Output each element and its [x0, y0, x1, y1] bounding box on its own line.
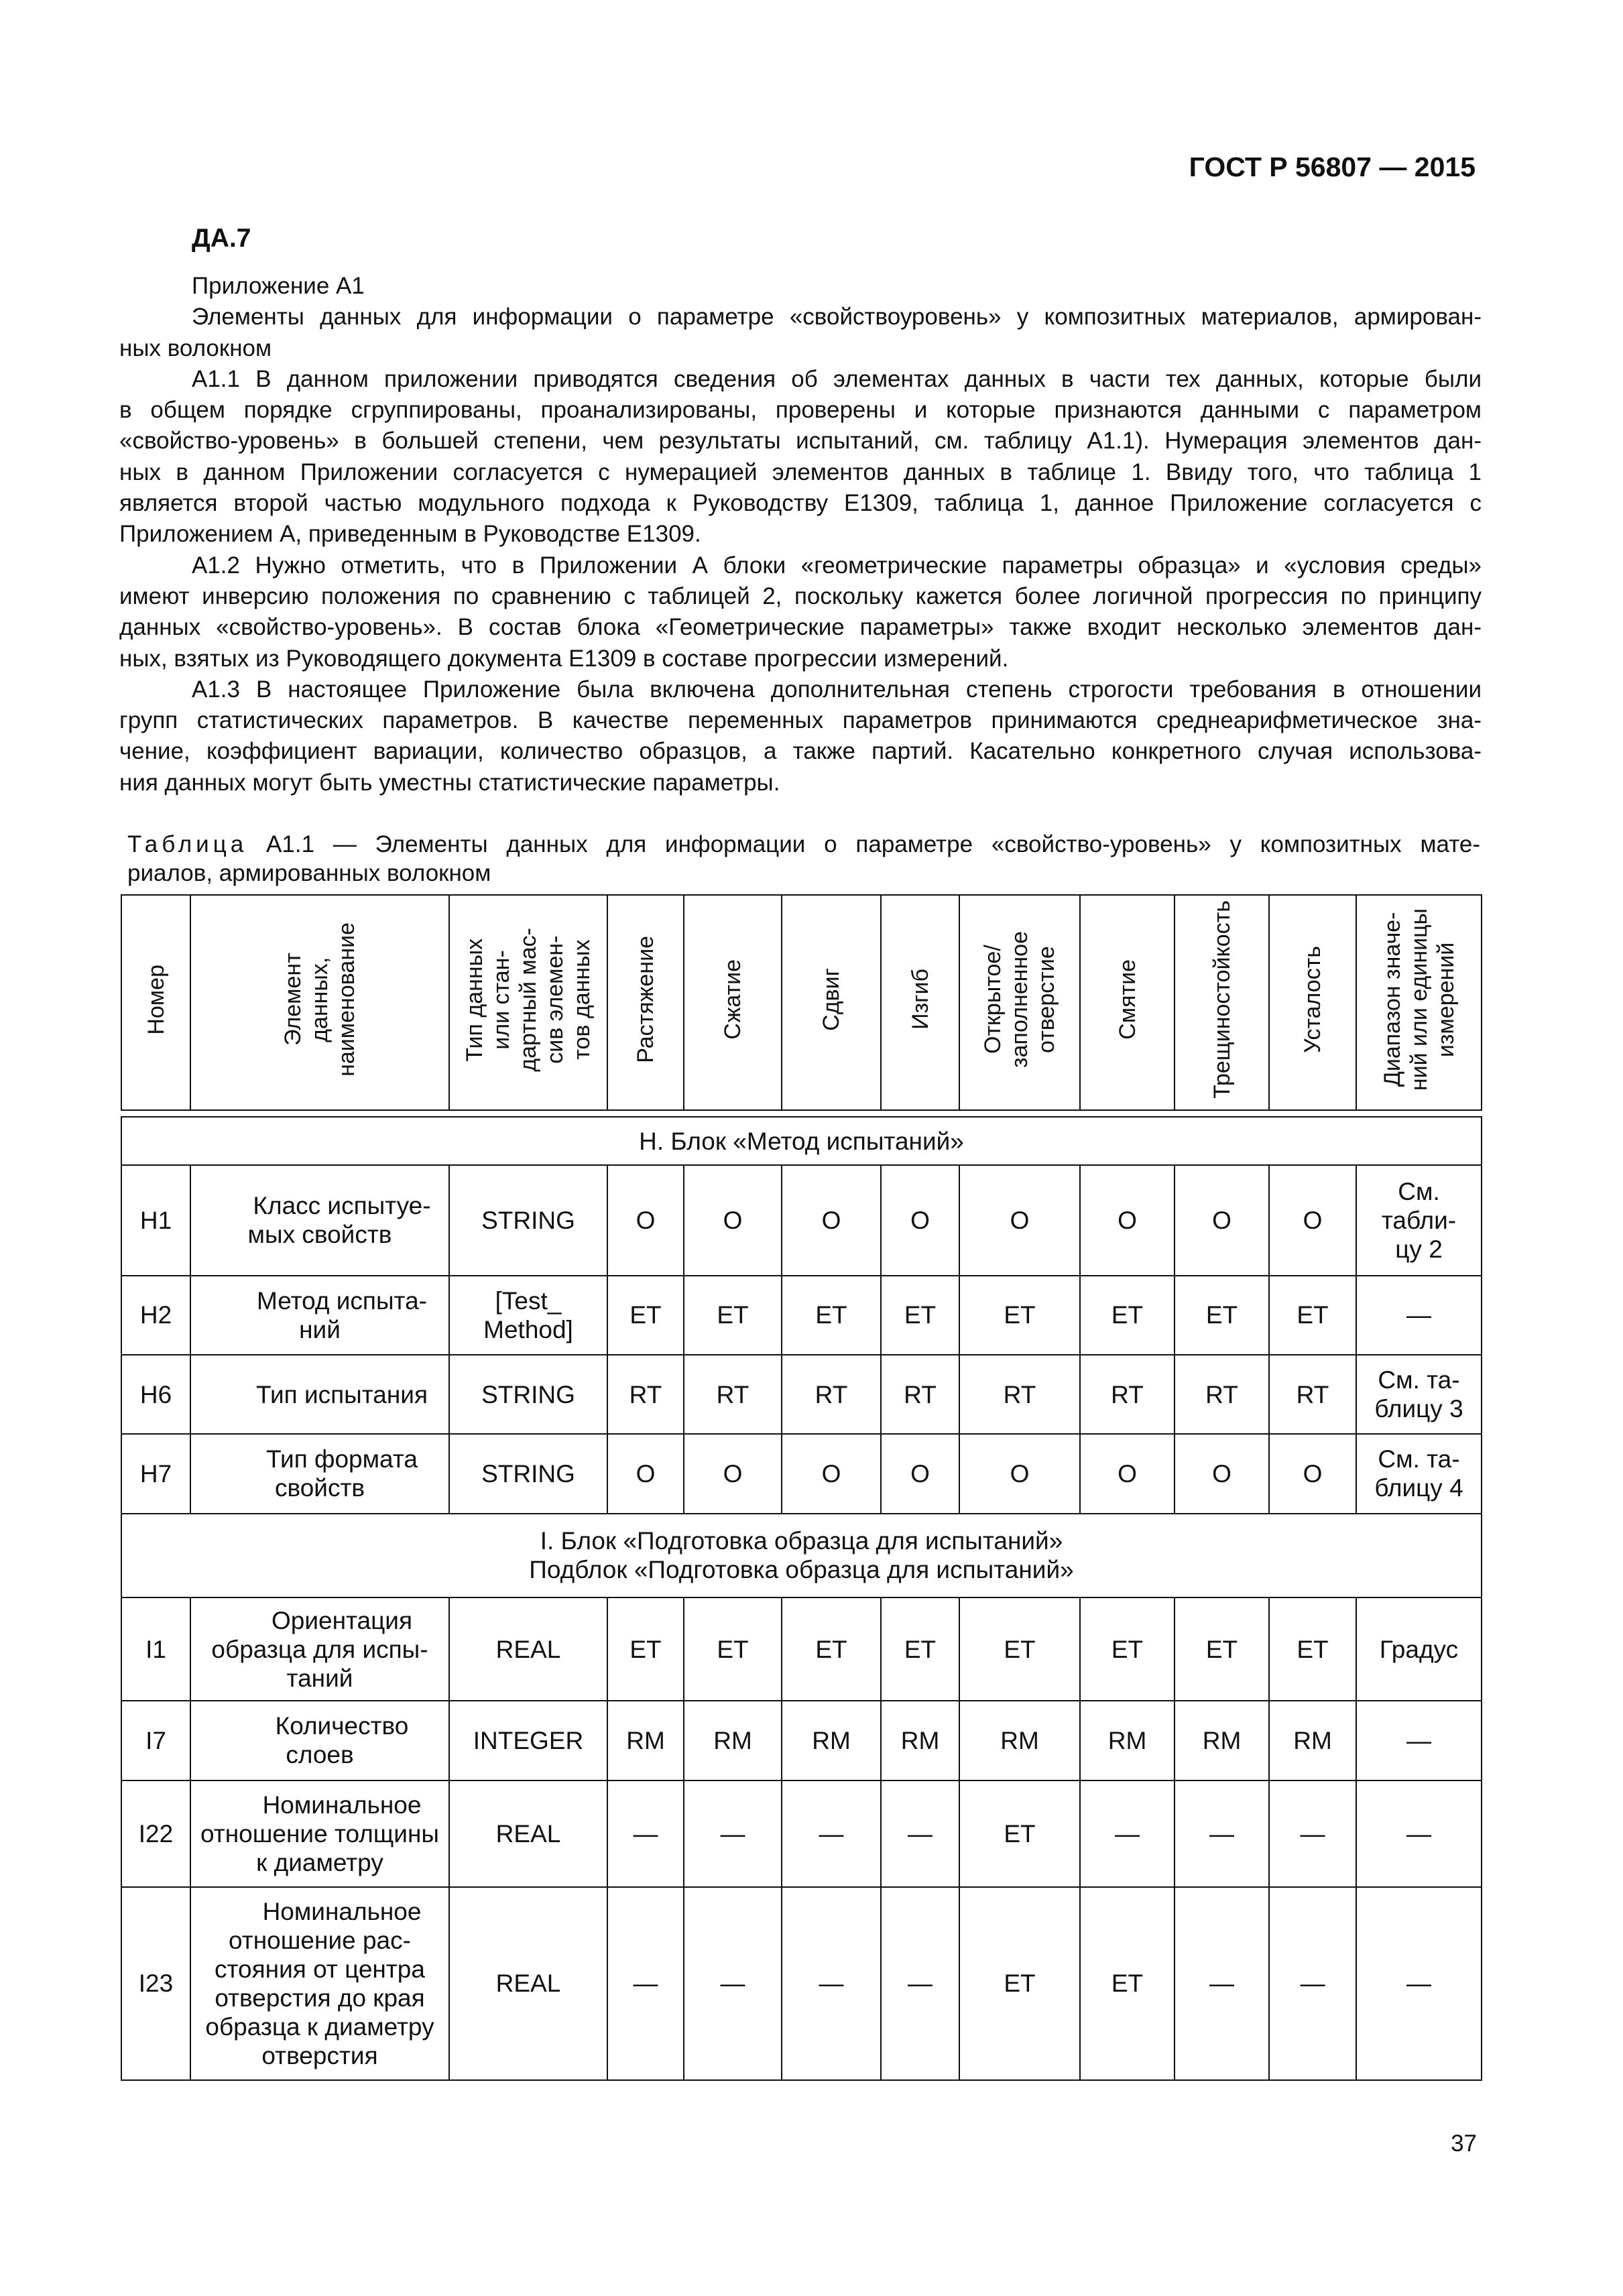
requirement-cell: ЕТ	[684, 1597, 782, 1701]
requirement-cell: О	[959, 1165, 1080, 1276]
element-name-line: Тип испытания	[255, 1380, 428, 1408]
column-header-text: Сдвиг	[819, 968, 844, 1031]
requirement-cell: —	[607, 1780, 684, 1887]
element-name-line: Номинальное	[262, 1791, 422, 1819]
paragraph-line: «свойство-уровень» в большей степени, чем результаты испытаний, см. таблицу А1.1). Нумерация элементов дан-	[119, 428, 1482, 455]
block-title-line: I. Блок «Подготовка образца для испытаний»	[540, 1527, 1063, 1555]
column-header	[607, 895, 684, 1110]
paragraph-line: А1.1 В данном приложении приводятся сведения об элементах данных в части тех данных, которые были	[192, 365, 1482, 392]
requirement-cell: О	[1175, 1434, 1269, 1513]
cell-text-line: Градус	[1379, 1635, 1459, 1663]
element-number: I23	[121, 1887, 190, 2080]
paragraph-line: ных в данном Приложении согласуется с нумерацией элементов данных в таблице 1. Ввиду того, что таблица 1	[119, 459, 1482, 485]
document-header: ГОСТ Р 56807 — 2015	[1189, 152, 1476, 182]
column-header-text: Диапазон значе- ний или единицы измерений	[1379, 908, 1459, 1091]
section-title: ДА.7	[192, 224, 251, 253]
column-header	[959, 895, 1080, 1110]
requirement-cell: RT	[1080, 1355, 1175, 1434]
requirement-cell: RT	[881, 1355, 959, 1434]
body-text	[119, 271, 1482, 798]
cell-text-line: INTEGER	[473, 1726, 584, 1754]
cell-text-line: REAL	[495, 1970, 561, 1998]
paragraph-line: имеют инверсию положения по сравнению с таблицей 2, поскольку кажется более логичной прогрессия по принципу	[119, 583, 1482, 609]
element-name-line: образца к диаметру	[205, 2012, 434, 2041]
requirement-cell: О	[881, 1165, 959, 1276]
element-name-line: Номинальное	[262, 1897, 422, 1925]
element-name-line: стояния от центра	[215, 1955, 425, 1983]
requirement-cell: ЕТ	[959, 1780, 1080, 1887]
column-header-text: Растяжение	[633, 936, 658, 1063]
table-caption	[127, 830, 1480, 888]
requirement-cell: RT	[607, 1355, 684, 1434]
requirement-cell: ЕТ	[881, 1597, 959, 1701]
requirement-cell: ЕТ	[1080, 1887, 1175, 2080]
data-type	[449, 1276, 607, 1355]
element-name-line: таний	[286, 1664, 353, 1692]
paragraph-line: Приложение А1	[192, 273, 365, 299]
paragraph-line: является второй частью модульного подхода к Руководству E1309, таблица 1, данное Приложение согласуется с	[119, 490, 1482, 517]
paragraph-line: чение, коэффициент вариации, количество образцов, а также партий. Касательно конкретного случая использова-	[119, 738, 1482, 765]
caption-label: Таблица	[127, 831, 248, 857]
requirement-cell: —	[1175, 1887, 1269, 2080]
element-name-line: отношение толщины	[200, 1819, 439, 1848]
requirement-cell: ЕТ	[1175, 1276, 1269, 1355]
requirement-cell: —	[1269, 1780, 1356, 1887]
data-type	[449, 1355, 607, 1434]
paragraph-line: ных волокном	[119, 335, 272, 361]
requirement-cell: —	[1080, 1780, 1175, 1887]
requirement-cell: О	[881, 1434, 959, 1513]
cell-text-line: REAL	[495, 1635, 561, 1663]
table-row	[121, 1597, 1482, 1701]
requirement-cell: О	[1080, 1165, 1175, 1276]
block-header-row	[121, 1117, 1482, 1165]
data-type	[449, 1887, 607, 2080]
requirement-cell: О	[607, 1434, 684, 1513]
value-range	[1356, 1434, 1482, 1513]
requirement-cell: ЕТ	[782, 1597, 881, 1701]
column-header-text: Смятие	[1114, 959, 1140, 1040]
requirement-cell: ЕТ	[959, 1597, 1080, 1701]
requirement-cell: RM	[607, 1701, 684, 1780]
spacer-cell	[121, 1110, 1482, 1117]
column-header	[1356, 895, 1482, 1110]
paragraph-line: А1.3 В настоящее Приложение была включена дополнительная степень строгости требования в отношении	[192, 676, 1482, 703]
element-name-line: Ориентация	[271, 1606, 413, 1634]
value-range	[1356, 1887, 1482, 2080]
table-row	[121, 1887, 1482, 2080]
requirement-cell: ЕТ	[1269, 1597, 1356, 1701]
table-row	[121, 1434, 1482, 1513]
requirement-cell: RT	[1269, 1355, 1356, 1434]
column-header-text: Усталость	[1300, 946, 1325, 1053]
requirement-cell: RM	[684, 1701, 782, 1780]
paragraph-line: в общем порядке сгруппированы, проанализированы, проверены и которые признаются данными с параметром	[119, 397, 1482, 424]
table-spacer	[121, 1110, 1482, 1117]
element-name-line: отношение рас-	[229, 1926, 411, 1954]
column-header-text: Номер	[143, 964, 169, 1035]
paragraph-line: ных, взятых из Руководящего документа Е1309 в составе прогрессии измерений.	[119, 645, 1009, 672]
requirement-cell: О	[959, 1434, 1080, 1513]
column-header-text: Изгиб	[907, 969, 933, 1030]
element-number: Н6	[121, 1355, 190, 1434]
column-header	[684, 895, 782, 1110]
element-number: Н1	[121, 1165, 190, 1276]
column-header-text: Элемент данных, наименование	[280, 922, 359, 1077]
data-elements-table	[121, 894, 1482, 2081]
requirement-cell: ЕТ	[607, 1597, 684, 1701]
requirement-cell: ЕТ	[1269, 1276, 1356, 1355]
value-range	[1356, 1597, 1482, 1701]
requirement-cell: RM	[881, 1701, 959, 1780]
column-header-text: Трещиностойкость	[1209, 900, 1235, 1099]
paragraph-line: Приложением А, приведенным в Руководстве Е1309.	[119, 521, 701, 548]
value-range	[1356, 1780, 1482, 1887]
element-name-line: образца для испы-	[211, 1635, 428, 1663]
table-row	[121, 1780, 1482, 1887]
element-name-line: мых свойств	[247, 1221, 392, 1249]
element-name-line: отверстия до края	[215, 1984, 425, 2012]
requirement-cell: —	[1175, 1780, 1269, 1887]
requirement-cell: ЕТ	[1080, 1597, 1175, 1701]
cell-text-line: блицу 3	[1374, 1395, 1463, 1423]
element-name-line: Метод испыта-	[257, 1286, 427, 1315]
element-name	[190, 1355, 449, 1434]
requirement-cell: —	[1269, 1887, 1356, 2080]
value-range	[1356, 1355, 1482, 1434]
cell-text-line: —	[1406, 1819, 1431, 1848]
requirement-cell: RT	[782, 1355, 881, 1434]
requirement-cell: RM	[1269, 1701, 1356, 1780]
block-title	[121, 1514, 1482, 1597]
requirement-cell: ЕТ	[1175, 1597, 1269, 1701]
column-header-text: Сжатие	[720, 959, 745, 1040]
requirement-cell: ЕТ	[607, 1276, 684, 1355]
paragraph-line: Элементы данных для информации о параметре «свойствоуровень» у композитных материалов, армирован-	[192, 304, 1482, 330]
requirement-cell: О	[1269, 1165, 1356, 1276]
data-type	[449, 1597, 607, 1701]
column-header-text: Открытое/ заполненное отверстие	[980, 930, 1059, 1068]
requirement-cell: О	[607, 1165, 684, 1276]
cell-text-line: [Test_	[495, 1286, 562, 1315]
element-name	[190, 1434, 449, 1513]
cell-text-line: REAL	[495, 1819, 561, 1848]
requirement-cell: RM	[1080, 1701, 1175, 1780]
element-number: I1	[121, 1597, 190, 1701]
requirement-cell: —	[684, 1780, 782, 1887]
column-header	[1269, 895, 1356, 1110]
requirement-cell: О	[782, 1434, 881, 1513]
requirement-cell: RT	[959, 1355, 1080, 1434]
data-type	[449, 1165, 607, 1276]
element-number: Н7	[121, 1434, 190, 1513]
column-header	[449, 895, 607, 1110]
cell-text-line: —	[1406, 1726, 1431, 1754]
requirement-cell: О	[1175, 1165, 1269, 1276]
element-name	[190, 1165, 449, 1276]
cell-text-line: —	[1406, 1301, 1431, 1329]
element-name-line: отверстия	[261, 2041, 378, 2069]
table-row	[121, 1165, 1482, 1276]
element-name-line: Тип формата	[266, 1445, 418, 1473]
cell-text-line: STRING	[481, 1459, 575, 1488]
element-name	[190, 1701, 449, 1780]
requirement-cell: RT	[1175, 1355, 1269, 1434]
requirement-cell: —	[782, 1780, 881, 1887]
cell-text-line: Method]	[483, 1315, 573, 1343]
column-header	[121, 895, 190, 1110]
cell-text-line: табли-	[1381, 1206, 1457, 1234]
column-header	[1080, 895, 1175, 1110]
cell-text-line: См. та-	[1378, 1445, 1460, 1473]
data-type	[449, 1780, 607, 1887]
requirement-cell: ЕТ	[684, 1276, 782, 1355]
requirement-cell: ЕТ	[1080, 1276, 1175, 1355]
requirement-cell: О	[1269, 1434, 1356, 1513]
block-header-row	[121, 1514, 1482, 1597]
column-header	[881, 895, 959, 1110]
column-header	[190, 895, 449, 1110]
requirement-cell: —	[782, 1887, 881, 2080]
table-row	[121, 1276, 1482, 1355]
block-title-line: Подблок «Подготовка образца для испытаний»	[529, 1556, 1074, 1584]
column-header	[1175, 895, 1269, 1110]
page-number: 37	[1451, 2130, 1477, 2157]
cell-text-line: См.	[1398, 1177, 1440, 1205]
element-name-line: Класс испытуе-	[253, 1192, 431, 1220]
requirement-cell: О	[782, 1165, 881, 1276]
value-range	[1356, 1701, 1482, 1780]
requirement-cell: —	[881, 1780, 959, 1887]
element-number: Н2	[121, 1276, 190, 1355]
cell-text-line: —	[1406, 1970, 1431, 1998]
value-range	[1356, 1276, 1482, 1355]
paragraph-line: данных «свойство-уровень». В состав блока «Геометрические параметры» также входит несколько элементов дан-	[119, 614, 1482, 641]
cell-text-line: STRING	[481, 1206, 575, 1234]
table-row	[121, 1355, 1482, 1434]
requirement-cell: RT	[684, 1355, 782, 1434]
caption-line	[127, 830, 1480, 859]
requirement-cell: —	[881, 1887, 959, 2080]
element-name-line: Количество	[275, 1712, 409, 1740]
requirement-cell: —	[607, 1887, 684, 2080]
cell-text-line: блицу 4	[1374, 1474, 1463, 1502]
requirement-cell: ЕТ	[959, 1887, 1080, 2080]
value-range	[1356, 1165, 1482, 1276]
requirement-cell: ЕТ	[782, 1276, 881, 1355]
requirement-cell: ЕТ	[959, 1276, 1080, 1355]
element-name	[190, 1276, 449, 1355]
requirement-cell: О	[1080, 1434, 1175, 1513]
block-title-line: Н. Блок «Метод испытаний»	[639, 1127, 964, 1155]
data-type	[449, 1434, 607, 1513]
requirement-cell: О	[684, 1434, 782, 1513]
paragraph-line: ния данных могут быть уместны статистические параметры.	[119, 769, 780, 796]
cell-text-line: См. та-	[1378, 1366, 1460, 1394]
element-name	[190, 1780, 449, 1887]
paragraph-line: групп статистических параметров. В качестве переменных параметров принимаются среднеарифметическое зна-	[119, 707, 1482, 734]
requirement-cell: ЕТ	[881, 1276, 959, 1355]
requirement-cell: RM	[782, 1701, 881, 1780]
data-type	[449, 1701, 607, 1780]
requirement-cell: О	[684, 1165, 782, 1276]
requirement-cell: —	[684, 1887, 782, 2080]
element-name	[190, 1597, 449, 1701]
caption-line: риалов, армированных волокном	[127, 860, 491, 886]
paragraph-line: А1.2 Нужно отметить, что в Приложении А блоки «геометрические параметры образца» и «условия среды»	[192, 552, 1482, 579]
element-name-line: свойств	[274, 1474, 365, 1502]
element-name-line: слоев	[286, 1741, 354, 1769]
element-number: I7	[121, 1701, 190, 1780]
element-number: I22	[121, 1780, 190, 1887]
column-header-text: Тип данных или стан- дартный мас- сив элемен- тов данных	[462, 927, 595, 1072]
requirement-cell: RM	[1175, 1701, 1269, 1780]
caption-text: А1.1 — Элементы данных для информации о параметре «свойство-уровень» у композитных мате-	[247, 831, 1480, 857]
table-header-row	[121, 895, 1482, 1110]
element-name	[190, 1887, 449, 2080]
column-header	[782, 895, 881, 1110]
block-title	[121, 1117, 1482, 1165]
element-name-line: к диаметру	[256, 1848, 383, 1876]
cell-text-line: цу 2	[1395, 1235, 1443, 1263]
table-row	[121, 1701, 1482, 1780]
element-name-line: ний	[299, 1315, 341, 1343]
requirement-cell: RM	[959, 1701, 1080, 1780]
cell-text-line: STRING	[481, 1380, 575, 1408]
